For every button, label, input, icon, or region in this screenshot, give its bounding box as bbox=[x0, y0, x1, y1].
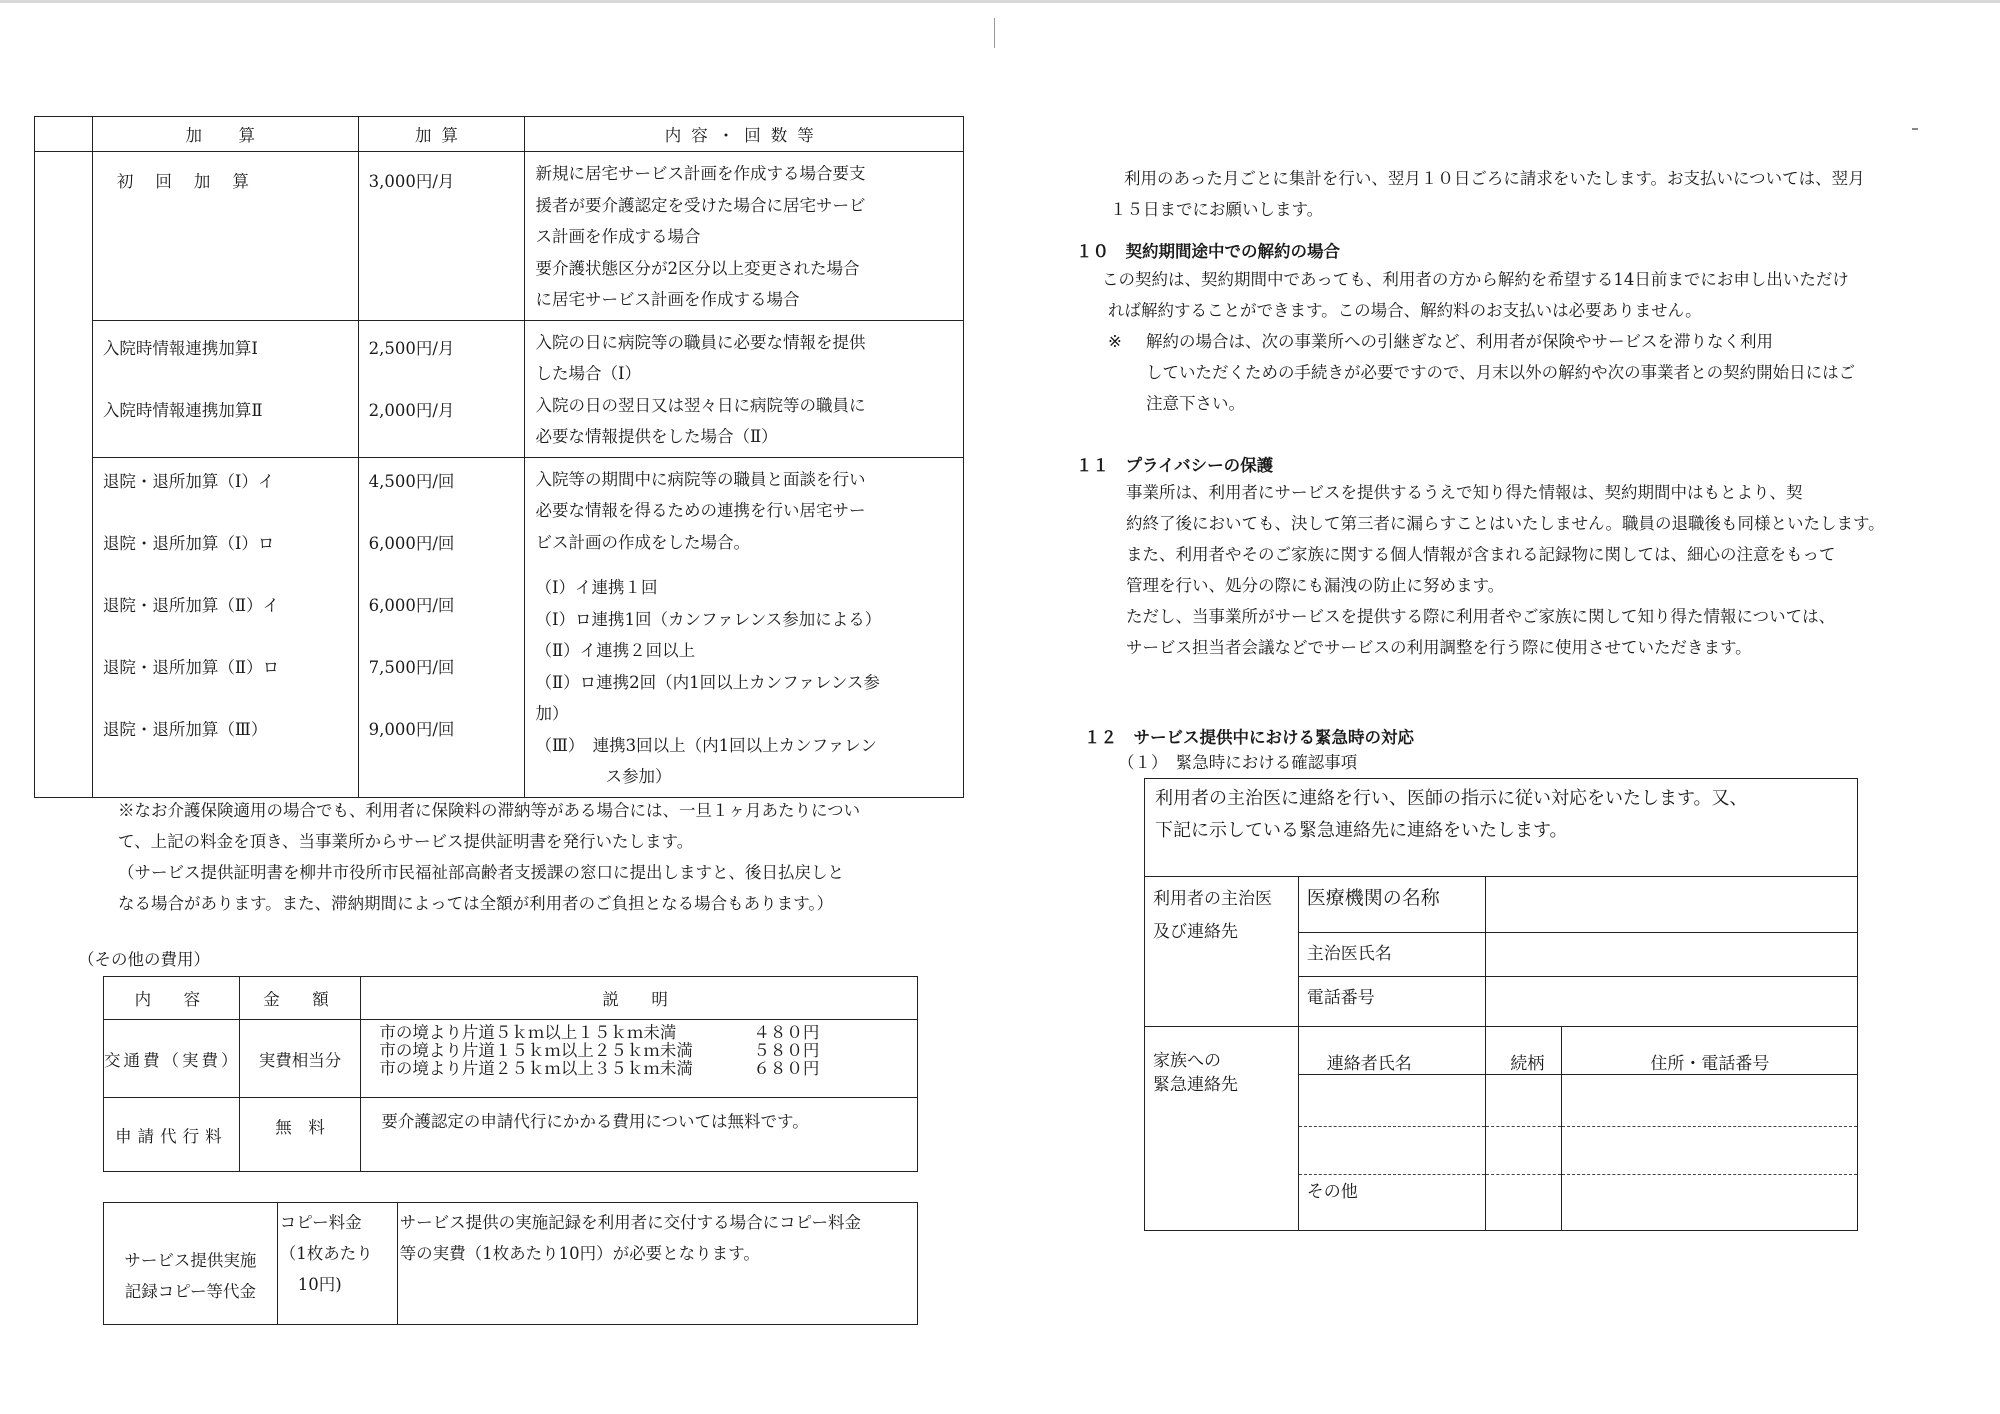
addition-row-initial bbox=[35, 152, 964, 321]
other-costs-table bbox=[103, 976, 918, 1172]
addition-name-cell bbox=[92, 152, 358, 321]
copy-fee-desc-line: サービス提供の実施記録を利用者に交付する場合にコピー料金 bbox=[399, 1213, 862, 1232]
family-label bbox=[1145, 1027, 1299, 1231]
transport-price: ４８０円 bbox=[753, 1023, 820, 1042]
section11-line: サービス担当者会議などでサービスの利用調整を行う際に使用させていただきます。 bbox=[1126, 638, 1752, 657]
other-header-content: 内 容 bbox=[104, 977, 240, 1020]
additions-header-row bbox=[35, 117, 964, 152]
addition-amount-cell bbox=[358, 152, 525, 321]
doctor-field-value[interactable] bbox=[1486, 977, 1858, 1027]
addition-desc-line: ス参加） bbox=[605, 767, 672, 786]
addition-amount: 2,500円/月 bbox=[368, 338, 455, 358]
doctor-field-label: 医療機関の名称 bbox=[1298, 877, 1486, 933]
other-row-transport bbox=[104, 1020, 918, 1098]
addition-desc-line: 必要な情報提供をした場合（Ⅱ） bbox=[535, 427, 778, 446]
addition-amount-cell bbox=[358, 320, 525, 457]
other-row-application bbox=[104, 1098, 918, 1172]
family-address-value[interactable] bbox=[1562, 1175, 1858, 1231]
doctor-field-value[interactable] bbox=[1486, 933, 1858, 977]
section10-note bbox=[1146, 326, 1855, 419]
section10-note-line: 注意下さい。 bbox=[1146, 394, 1245, 413]
addition-desc-line: 入院の日に病院等の職員に必要な情報を提供 bbox=[535, 332, 866, 352]
addition-amount: 2,000円/月 bbox=[368, 400, 455, 420]
family-label-line: 家族への bbox=[1153, 1051, 1221, 1071]
addition-desc-line: 加） bbox=[535, 704, 569, 723]
copy-fee-desc-line: 等の実費（1枚あたり10円）が必要となります。 bbox=[399, 1244, 760, 1263]
section10-body bbox=[1102, 264, 1849, 326]
insurance-note bbox=[118, 795, 860, 919]
addition-desc-line: ス計画を作成する場合 bbox=[535, 227, 701, 246]
doctor-row-facility bbox=[1145, 877, 1858, 933]
addition-desc-gap bbox=[535, 558, 955, 572]
addition-amount: 7,500円/回 bbox=[368, 657, 455, 677]
doctor-label bbox=[1145, 877, 1299, 1027]
copy-fee-table bbox=[103, 1202, 918, 1325]
family-header-name: 連絡者氏名 bbox=[1298, 1027, 1486, 1075]
additions-header-blank bbox=[35, 117, 93, 152]
doctor-field-label: 主治医氏名 bbox=[1298, 933, 1486, 977]
payment-line: １５日までにお願いします。 bbox=[1110, 200, 1324, 219]
addition-desc-line: 必要な情報を得るための連携を行い居宅サー bbox=[535, 501, 866, 520]
section10-note-mark: ※ bbox=[1108, 332, 1122, 351]
copy-fee-amount-line: 10円) bbox=[297, 1275, 342, 1294]
addition-desc-line: （Ⅰ）イ連携１回 bbox=[535, 578, 658, 597]
additions-table bbox=[34, 116, 964, 798]
application-desc: 要介護認定の申請代行にかかる費用については無料です。 bbox=[361, 1098, 918, 1172]
addition-desc-line: 援者が要介護認定を受けた場合に居宅サービ bbox=[535, 195, 866, 215]
section11-line: ただし、当事業所がサービスを提供する際に利用者やご家族に関して知り得た情報については、 bbox=[1126, 607, 1836, 626]
scan-edge bbox=[0, 0, 2000, 3]
note-line: なる場合があります。また、滞納期間によっては全額が利用者のご負担となる場合もあります。） bbox=[118, 894, 834, 913]
transport-price: ５８０円 bbox=[753, 1041, 820, 1060]
family-name-value[interactable] bbox=[1298, 1075, 1486, 1127]
scan-mark bbox=[1912, 128, 1918, 130]
addition-name-cell bbox=[92, 320, 358, 457]
addition-desc-cell bbox=[525, 457, 964, 797]
transport-range: 市の境より片道５ｋｍ以上１５ｋｍ未満 bbox=[379, 1023, 677, 1042]
payment-line: 利用のあった月ごとに集計を行い、翌月１０日ごろに請求をいたします。お支払いについては、翌月 bbox=[1124, 169, 1865, 188]
transport-price: ６８０円 bbox=[753, 1059, 820, 1078]
addition-name: 退院・退所加算（Ⅰ）ロ bbox=[102, 533, 275, 553]
doctor-label-line: 及び連絡先 bbox=[1153, 922, 1238, 942]
family-label-line: 緊急連絡先 bbox=[1153, 1075, 1238, 1095]
emergency-intro-row bbox=[1145, 779, 1858, 877]
application-amount: 無 料 bbox=[239, 1098, 361, 1172]
copy-fee-name-line: サービス提供実施 bbox=[124, 1251, 257, 1270]
additions-header-name: 加 算 bbox=[92, 117, 358, 152]
transport-amount: 実費相当分 bbox=[239, 1020, 361, 1098]
family-header-relation: 続柄 bbox=[1486, 1027, 1562, 1075]
addition-name: 退院・退所加算（Ⅱ）ロ bbox=[102, 657, 280, 677]
family-other-label: その他 bbox=[1298, 1175, 1486, 1231]
emergency-intro-line: 下記に示している緊急連絡先に連絡をいたします。 bbox=[1155, 820, 1568, 841]
addition-desc-cell bbox=[525, 152, 964, 321]
transport-line bbox=[379, 1042, 819, 1060]
copy-fee-name bbox=[104, 1203, 278, 1325]
addition-amount: 4,500円/回 bbox=[368, 471, 455, 491]
copy-fee-desc bbox=[397, 1203, 917, 1325]
addition-row-admission bbox=[35, 320, 964, 457]
addition-desc-cell bbox=[525, 320, 964, 457]
section10-note-line: 解約の場合は、次の事業所への引継ぎなど、利用者が保険やサービスを滞りなく利用 bbox=[1146, 332, 1773, 351]
addition-row-discharge bbox=[35, 457, 964, 797]
other-header-desc: 説 明 bbox=[361, 977, 918, 1020]
addition-name-cell bbox=[92, 457, 358, 797]
addition-name: 退院・退所加算（Ⅰ）イ bbox=[102, 471, 275, 491]
addition-desc-line: （Ⅱ）イ連携２回以上 bbox=[535, 641, 696, 660]
doctor-field-value[interactable] bbox=[1486, 877, 1858, 933]
transport-range: 市の境より片道１５ｋｍ以上２５ｋｍ未満 bbox=[379, 1041, 693, 1060]
other-costs-header-row bbox=[104, 977, 918, 1020]
family-relation-value[interactable] bbox=[1486, 1175, 1562, 1231]
emergency-contact-table bbox=[1144, 778, 1858, 1231]
addition-desc-line: 入院等の期間中に病院等の職員と面談を行い bbox=[535, 469, 866, 489]
family-address-value[interactable] bbox=[1562, 1075, 1858, 1127]
copy-fee-name-line: 記録コピー等代金 bbox=[124, 1282, 257, 1301]
family-name-value[interactable] bbox=[1298, 1127, 1486, 1175]
addition-desc-line: （Ⅱ）ロ連携2回（内1回以上カンファレンス参 bbox=[535, 672, 880, 692]
section11-line: 管理を行い、処分の際にも漏洩の防止に努めます。 bbox=[1126, 576, 1505, 595]
other-header-amount: 金 額 bbox=[239, 977, 361, 1020]
section11-line: 事業所は、利用者にサービスを提供するうえで知り得た情報は、契約期間中はもとより、契 bbox=[1126, 483, 1803, 502]
payment-text bbox=[1110, 163, 1865, 225]
section10-line: この契約は、契約期間中であっても、利用者の方から解約を希望する14日前までにお申し出いただけ bbox=[1102, 270, 1849, 289]
transport-line bbox=[379, 1060, 819, 1078]
addition-amount: 6,000円/回 bbox=[368, 533, 455, 553]
transport-range: 市の境より片道２５ｋｍ以上３５ｋｍ未満 bbox=[379, 1059, 693, 1078]
family-relation-value[interactable] bbox=[1486, 1127, 1562, 1175]
transport-desc bbox=[361, 1020, 918, 1098]
emergency-intro-line: 利用者の主治医に連絡を行い、医師の指示に従い対応をいたします。又、 bbox=[1155, 788, 1748, 809]
family-header-address: 住所・電話番号 bbox=[1562, 1027, 1858, 1075]
addition-desc-line: （Ⅲ） 連携3回以上（内1回以上カンファレン bbox=[535, 735, 877, 755]
other-costs-label: （その他の費用） bbox=[78, 950, 210, 969]
addition-name: 退院・退所加算（Ⅱ）イ bbox=[102, 595, 280, 615]
family-address-value[interactable] bbox=[1562, 1127, 1858, 1175]
section11-body bbox=[1126, 477, 1885, 663]
section10-heading: １０ 契約期間途中での解約の場合 bbox=[1076, 242, 1340, 261]
addition-name: 入院時情報連携加算Ⅱ bbox=[102, 400, 263, 420]
copy-fee-amount-line: （1枚あたり bbox=[279, 1244, 373, 1263]
addition-desc-line: （Ⅰ）ロ連携1回（カンファレンス参加による） bbox=[535, 609, 882, 629]
application-name: 申請代行料 bbox=[104, 1098, 240, 1172]
addition-desc-line: ビス計画の作成をした場合。 bbox=[535, 532, 750, 552]
section10-line: れば解約することができます。この場合、解約料のお支払いは必要ありません。 bbox=[1108, 301, 1702, 320]
addition-name: 入院時情報連携加算Ⅰ bbox=[102, 338, 258, 358]
addition-desc-line: した場合（Ⅰ） bbox=[535, 364, 641, 383]
fold-mark bbox=[994, 18, 995, 48]
addition-desc-line: に居宅サービス計画を作成する場合 bbox=[535, 290, 800, 309]
addition-desc-line: 入院の日の翌日又は翌々日に病院等の職員に bbox=[535, 395, 866, 415]
transport-name: 交通費（実費） bbox=[104, 1020, 240, 1098]
family-header-row bbox=[1145, 1027, 1858, 1075]
addition-amount: 9,000円/回 bbox=[368, 719, 455, 739]
section11-line: また、利用者やそのご家族に関する個人情報が含まれる記録物に関しては、細心の注意をもって bbox=[1126, 545, 1836, 564]
copy-fee-row bbox=[104, 1203, 918, 1325]
addition-amount: 3,000円/月 bbox=[368, 172, 455, 191]
copy-fee-amount-line: コピー料金 bbox=[279, 1213, 362, 1232]
additions-header-amount: 加算 bbox=[358, 117, 525, 152]
family-relation-value[interactable] bbox=[1486, 1075, 1562, 1127]
note-line: ※なお介護保険適用の場合でも、利用者に保険料の滞納等がある場合には、一旦１ヶ月あたりについ bbox=[118, 801, 861, 820]
section12-subheading: （１） 緊急時における確認事項 bbox=[1118, 753, 1358, 772]
transport-line bbox=[379, 1024, 819, 1042]
addition-amount: 6,000円/回 bbox=[368, 595, 455, 615]
note-line: （サービス提供証明書を柳井市役所市民福祉部高齢者支援課の窓口に提出しますと、後日払戻しと bbox=[118, 863, 844, 882]
additions-side-column bbox=[35, 152, 93, 798]
addition-name: 退院・退所加算（Ⅲ） bbox=[102, 719, 268, 739]
additions-header-desc: 内容・回数等 bbox=[525, 117, 964, 152]
addition-name: 初回加算 bbox=[116, 172, 271, 191]
doctor-label-line: 利用者の主治医 bbox=[1153, 889, 1272, 909]
section12-heading: １２ サービス提供中における緊急時の対応 bbox=[1084, 728, 1414, 747]
copy-fee-amount bbox=[277, 1203, 397, 1325]
addition-amount-cell bbox=[358, 457, 525, 797]
section10-note-line: していただくための手続きが必要ですので、月末以外の解約や次の事業者との契約開始日にはご bbox=[1146, 363, 1856, 382]
section11-heading: １１ プライバシーの保護 bbox=[1076, 456, 1274, 475]
addition-desc-line: 要介護状態区分が2区分以上変更された場合 bbox=[535, 258, 860, 278]
addition-desc-line: 新規に居宅サービス計画を作成する場合要支 bbox=[535, 164, 866, 183]
emergency-intro bbox=[1145, 779, 1858, 877]
section11-line: 約終了後においても、決して第三者に漏らすことはいたしません。職員の退職後も同様といたします。 bbox=[1126, 514, 1885, 533]
doctor-field-label: 電話番号 bbox=[1298, 977, 1486, 1027]
note-line: て、上記の料金を頂き、当事業所からサービス提供証明書を発行いたします。 bbox=[118, 832, 694, 851]
